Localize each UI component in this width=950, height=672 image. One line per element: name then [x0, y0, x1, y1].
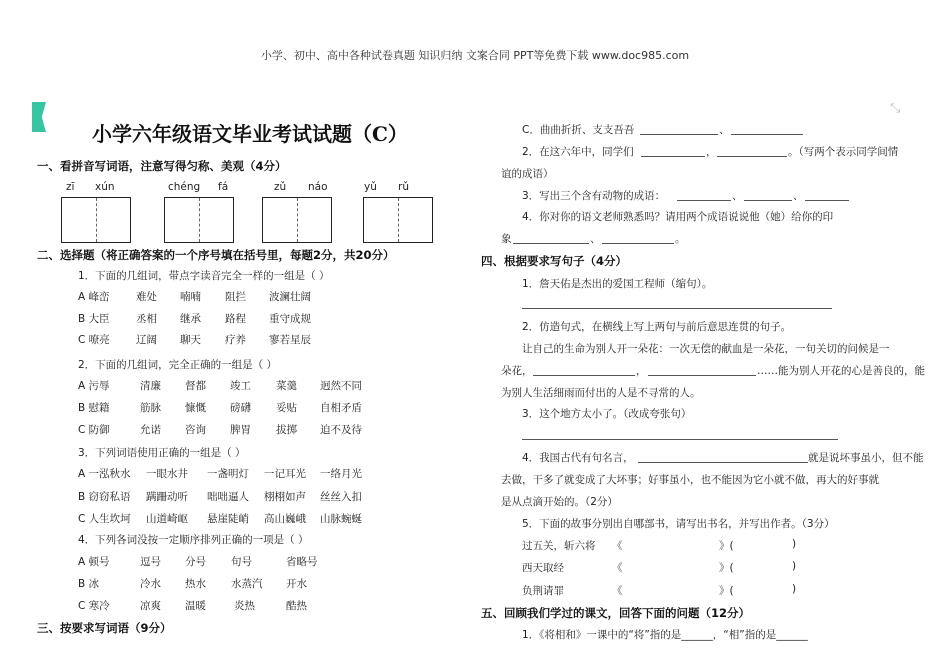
option: 句号 — [231, 556, 252, 568]
option: 一记耳光 — [264, 468, 306, 480]
option: 拔掷 — [276, 424, 297, 436]
page-title: 小学六年级语文毕业考试试题（C） — [92, 122, 408, 146]
site-header: 小学、初中、高中各种试卷真题 知识归纳 文案合同 PPT等免费下载 www.doc985.com — [260, 49, 690, 62]
option: 丝丝入扣 — [320, 491, 362, 503]
book-open: 《 — [612, 540, 623, 552]
writing-box[interactable] — [61, 197, 131, 243]
option: 咄咄逼人 — [207, 491, 249, 503]
pinyin: náo — [308, 181, 328, 193]
option: B 大臣 — [78, 313, 110, 325]
option: 温暖 — [185, 600, 206, 612]
writing-box[interactable] — [363, 197, 433, 243]
story-name: 过五关，斩六将 — [522, 540, 596, 552]
book-open: 《 — [612, 585, 623, 597]
question-text: 1．《将相和》一课中的“将”指的是______，“相”指的是______ — [522, 629, 808, 641]
option: 重守成规 — [269, 313, 311, 325]
answer-blank[interactable] — [648, 375, 756, 376]
separator: ， — [636, 365, 647, 377]
option: 清廉 — [140, 380, 161, 392]
option: 波澜壮阔 — [269, 291, 311, 303]
pinyin: xún — [95, 181, 115, 193]
question-text: 去做，干多了就变成了大坏事；好事虽小，也不能因为它小就不做，再大的好事就 — [501, 474, 879, 486]
option: 菜羹 — [276, 380, 297, 392]
answer-line[interactable] — [522, 439, 838, 440]
option: 阻拦 — [225, 291, 246, 303]
option: 脾胃 — [230, 424, 251, 436]
separator: 、 — [590, 233, 601, 245]
question-text: 2．在这六年中，同学们 — [522, 146, 634, 158]
option: 一络月光 — [320, 468, 362, 480]
answer-blank[interactable] — [638, 462, 808, 463]
section-1-heading: 一、看拼音写词语，注意写得匀称、美观（4分） — [37, 159, 287, 173]
answer-blank[interactable] — [513, 243, 589, 244]
option: A 顿号 — [78, 556, 110, 568]
section-4-heading: 四、根据要求写句子（4分） — [481, 254, 628, 268]
option: 继承 — [180, 313, 201, 325]
section-3-heading: 三、按要求写词语（9分） — [37, 621, 172, 635]
question-text: 2．仿造句式，在横线上写上两句与前后意思连贯的句子。 — [522, 321, 792, 333]
option-c: C．曲曲折折、支支吾吾 — [522, 124, 635, 136]
option: 栩栩如声 — [264, 491, 306, 503]
option: 丞相 — [136, 313, 157, 325]
option: C 嘹亮 — [78, 334, 110, 346]
section-2-heading: 二、选择题（将正确答案的一个序号填在括号里，每题2分，共20分） — [37, 248, 395, 262]
question-stem: 4．下列各词没按一定顺序排列正确的一项是（ ） — [78, 534, 309, 546]
option: 咨询 — [185, 424, 206, 436]
question-text: 4．我国古代有句名言， — [522, 452, 634, 464]
answer-line[interactable] — [522, 308, 832, 309]
option: 冷水 — [140, 578, 161, 590]
question-text: 3．写出三个含有动物的成语： — [522, 190, 666, 202]
option: 妥贴 — [276, 402, 297, 414]
answer-blank[interactable] — [677, 200, 731, 201]
option: C 寒冷 — [78, 600, 110, 612]
option: 热水 — [185, 578, 206, 590]
author-close: ) — [792, 538, 797, 550]
option: 一盏明灯 — [207, 468, 249, 480]
pinyin: zī — [66, 181, 75, 193]
option: 磅礴 — [230, 402, 251, 414]
option: 蹒跚动听 — [146, 491, 188, 503]
option: 喃喃 — [180, 291, 201, 303]
option: 迫不及待 — [320, 424, 362, 436]
option: A 峰峦 — [78, 291, 110, 303]
author-close: ) — [792, 583, 797, 595]
question-text: 为别人生活细雨而付出的人是不寻常的人。 — [501, 387, 701, 399]
author-close: ) — [792, 560, 797, 572]
option: 逗号 — [140, 556, 161, 568]
option: 疗养 — [225, 334, 246, 346]
answer-blank[interactable] — [641, 156, 705, 157]
option: C 防御 — [78, 424, 110, 436]
expand-corner-icon: ⤡ — [890, 101, 901, 116]
option: 慷慨 — [185, 402, 206, 414]
option: B 窃窃私语 — [78, 491, 131, 503]
question-text: 朵花， — [501, 365, 533, 377]
option: 寥若星辰 — [269, 334, 311, 346]
answer-blank[interactable] — [533, 375, 635, 376]
separator: 、 — [793, 190, 804, 202]
question-text: 是从点滴开始的。（2分） — [501, 496, 618, 508]
option: 自相矛盾 — [320, 402, 362, 414]
question-text: 4．你对你的语文老师熟悉吗？请用两个成语说说他（她）给你的印 — [522, 211, 834, 223]
question-stem: 1．下面的几组词，带点字读音完全一样的一组是（ ） — [78, 270, 330, 282]
book-close: 》( — [719, 585, 734, 597]
question-text: ……能为别人开花的心是善良的，能 — [757, 365, 925, 377]
separator: 、 — [732, 190, 743, 202]
question-text: 象 — [501, 233, 512, 245]
answer-blank[interactable] — [805, 200, 849, 201]
question-stem: 2．下面的几组词，完全正确的一组是（ ） — [78, 359, 278, 371]
separator: ， — [706, 146, 717, 158]
question-text: 让自己的生命为别人开一朵花：一次无偿的献血是一朵花，一句关切的问候是一 — [522, 343, 890, 355]
option: 省略号 — [286, 556, 318, 568]
answer-blank[interactable] — [744, 200, 792, 201]
pinyin: yǔ — [364, 181, 377, 193]
writing-box[interactable] — [164, 197, 234, 243]
option: 辽阔 — [136, 334, 157, 346]
question-text: 就是说坏事虽小，但不能 — [808, 452, 924, 464]
option: 迥然不同 — [320, 380, 362, 392]
question-text: 谊的成语） — [501, 168, 554, 180]
option: 山道崎岖 — [146, 513, 188, 525]
option: C 人生坎坷 — [78, 513, 131, 525]
separator: 、 — [719, 124, 730, 136]
option: 高山巍峨 — [264, 513, 306, 525]
pinyin: zǔ — [274, 181, 287, 193]
writing-box[interactable] — [262, 197, 332, 243]
book-close: 》( — [719, 562, 734, 574]
book-open: 《 — [612, 562, 623, 574]
option: 悬崖陡峭 — [207, 513, 249, 525]
option: 一眼水井 — [146, 468, 188, 480]
option: 山脉蜿蜒 — [320, 513, 362, 525]
question-stem: 3．下列词语使用正确的一组是（ ） — [78, 447, 246, 459]
option: 凉爽 — [140, 600, 161, 612]
pinyin: fá — [218, 181, 229, 193]
option: 开水 — [286, 578, 307, 590]
option: 水蒸汽 — [231, 578, 263, 590]
answer-blank[interactable] — [717, 156, 787, 157]
option: A 污辱 — [78, 380, 110, 392]
question-text: 5．下面的故事分别出自哪部书，请写出书名，并写出作者。（3分） — [522, 518, 835, 530]
option: 路程 — [225, 313, 246, 325]
story-name: 西天取经 — [522, 562, 564, 574]
question-text: 。（写两个表示同学间情 — [788, 146, 899, 158]
option: 督都 — [185, 380, 206, 392]
separator: 。 — [675, 233, 686, 245]
answer-blank[interactable] — [640, 134, 718, 135]
option: B 冰 — [78, 578, 100, 590]
pinyin: chéng — [168, 181, 201, 193]
section-5-heading: 五、回顾我们学过的课文，回答下面的问题（12分） — [481, 606, 751, 620]
question-text: 1．詹天佑是杰出的爱国工程师（缩句）。 — [522, 278, 713, 290]
option: 酷热 — [286, 600, 307, 612]
answer-blank[interactable] — [731, 134, 803, 135]
story-name: 负荆请罪 — [522, 585, 564, 597]
book-close: 》( — [719, 540, 734, 552]
option: 分号 — [185, 556, 206, 568]
option: A 一泓秋水 — [78, 468, 131, 480]
answer-blank[interactable] — [602, 243, 674, 244]
option: 允诺 — [140, 424, 161, 436]
bookmark-tab-icon — [32, 102, 46, 132]
option: 炎热 — [234, 600, 255, 612]
option: 竣工 — [230, 380, 251, 392]
option: B 慰籍 — [78, 402, 110, 414]
option: 筋脉 — [140, 402, 161, 414]
option: 难处 — [136, 291, 157, 303]
option: 聊天 — [180, 334, 201, 346]
pinyin: rǔ — [398, 181, 409, 193]
question-text: 3．这个地方太小了。（改成夸张句） — [522, 408, 692, 420]
